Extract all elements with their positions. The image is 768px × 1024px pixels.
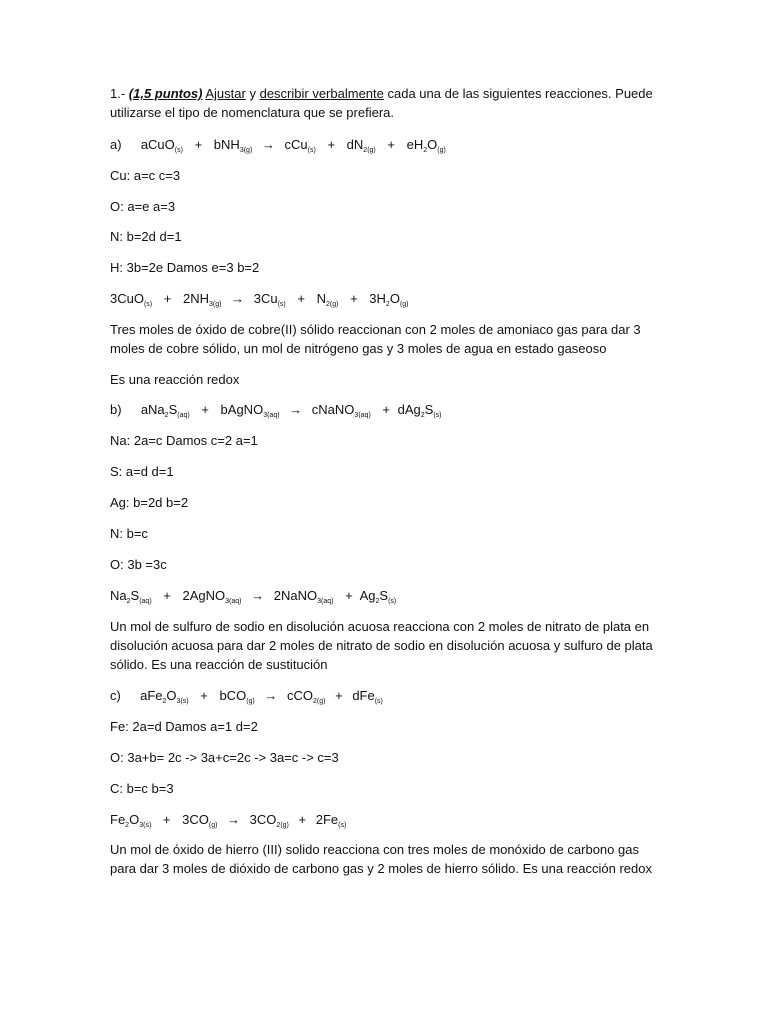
- plus: +: [382, 402, 390, 417]
- plus: +: [162, 812, 171, 827]
- description-c-2: para dar 3 moles de dióxido de carbono gas y 2 moles de hierro sólido. Es una reacción redox: [110, 861, 652, 876]
- plus: +: [350, 291, 358, 306]
- balance-s: S: a=d d=1: [110, 464, 174, 479]
- plus: +: [345, 588, 353, 603]
- reaction-arrow: →: [289, 402, 303, 417]
- plus: +: [163, 588, 171, 603]
- plus: +: [387, 137, 395, 152]
- product-a1: cCu$_{(s)}$: [284, 137, 316, 154]
- plus: +: [201, 402, 209, 417]
- heading-line-2: utilizarse el tipo de nomenclatura que se prefiera.: [110, 105, 394, 120]
- reaction-arrow: →: [261, 137, 275, 152]
- heading-rest: cada una de las siguientes reacciones. Puede: [387, 86, 653, 101]
- reactant-a1: aCuO$_{(s)}$: [140, 137, 183, 154]
- reaction-type-a: Es una reacción redox: [110, 372, 240, 387]
- equation-a: [110, 137, 446, 153]
- plus: +: [163, 291, 172, 306]
- product-a3: $eH_2O_{(g)}$: [406, 137, 446, 154]
- word-y: y: [249, 86, 256, 101]
- label-b: b): [110, 402, 122, 417]
- balance-n-b: N: b=c: [110, 526, 148, 541]
- equation-c: c) $aFe_2O_{3(s)} + bCO_{(g)} \to cCO_{2(g)} + dFe_{(s)}$: [110, 688, 383, 705]
- balance-fe: Fe: 2a=d Damos a=1 d=2: [110, 719, 258, 734]
- balance-n: N: b=2d d=1: [110, 229, 182, 244]
- balance-cu: Cu: a=c c=3: [110, 168, 181, 183]
- plus: +: [194, 137, 203, 152]
- balance-na: Na: 2a=c Damos c=2 a=1: [110, 433, 258, 448]
- description-b-2: disolución acuosa para dar 2 moles de nitrato de sodio en disolución acuosa y sulfuro de plata: [110, 638, 653, 653]
- keyword-describir: describir verbalmente: [259, 86, 384, 101]
- balanced-equation-b: $Na_2S_{(aq)}$ + 2AgNO$_{3(aq)}$ → 2NaNO$_{3(aq)}$ + $Ag_2S_{(s)}$: [110, 588, 397, 605]
- balance-h: H: 3b=2e Damos e=3 b=2: [110, 260, 260, 275]
- balanced-equation-a: $3CuO_{(s)} + 2NH_{3(g)} \to 3Cu_{(s)} + N_{2(g)} + 3H_2O_{(g)}$: [110, 291, 409, 308]
- product-a2: $dN_{2(g)}$: [346, 137, 376, 154]
- balanced-equation-c: $Fe_2O_{3(s)} + 3CO_{(g)} \to 3CO_{2(g)} + 2Fe_{(s)}$: [110, 812, 347, 829]
- description-a-1: Tres moles de óxido de cobre(II) sólido reaccionan con 2 moles de amoniaco gas para dar 3: [110, 322, 641, 337]
- plus: +: [298, 812, 307, 827]
- description-c-1: Un mol de óxido de hierro (III) solido reacciona con tres moles de monóxido de carbono gas: [110, 842, 639, 857]
- description-a-2: moles de cobre sólido, un mol de nitrógeno gas y 3 moles de agua en estado gaseoso: [110, 341, 607, 356]
- description-b-1: Un mol de sulfuro de sodio en disolución acuosa reacciona con 2 moles de nitrato de plata en: [110, 619, 650, 634]
- plus: +: [297, 291, 305, 306]
- label-a: a): [110, 137, 122, 152]
- reaction-arrow: →: [264, 688, 278, 703]
- reaction-arrow: →: [227, 812, 241, 827]
- points: (1,5 puntos): [128, 86, 203, 101]
- question-heading: [110, 86, 653, 102]
- keyword-ajustar: Ajustar: [205, 86, 246, 101]
- plus: +: [327, 137, 336, 152]
- reaction-arrow: →: [251, 588, 265, 603]
- reaction-arrow: →: [231, 291, 245, 306]
- reactant-a2: bNH$_{3(g)}$: [213, 137, 253, 154]
- balance-o: O: a=e a=3: [110, 199, 176, 214]
- plus: +: [200, 688, 208, 703]
- balance-ag: Ag: b=2d b=2: [110, 495, 189, 510]
- balance-o-b: O: 3b =3c: [110, 557, 167, 572]
- description-b-3: sólido. Es una reacción de sustitución: [110, 657, 328, 672]
- balance-o-c: O: 3a+b= 2c -> 3a+c=2c -> 3a=c -> c=3: [110, 750, 339, 765]
- question-number: 1.-: [110, 86, 126, 101]
- plus: +: [335, 688, 343, 703]
- label-c: c): [110, 688, 121, 703]
- balance-c: C: b=c b=3: [110, 781, 174, 796]
- equation-b: b) $aNa_2S_{(aq)}$ + bAgNO$_{3(aq)}$ → cNaNO$_{3(aq)}$ + $dAg_2S_{(s)}$: [110, 402, 442, 419]
